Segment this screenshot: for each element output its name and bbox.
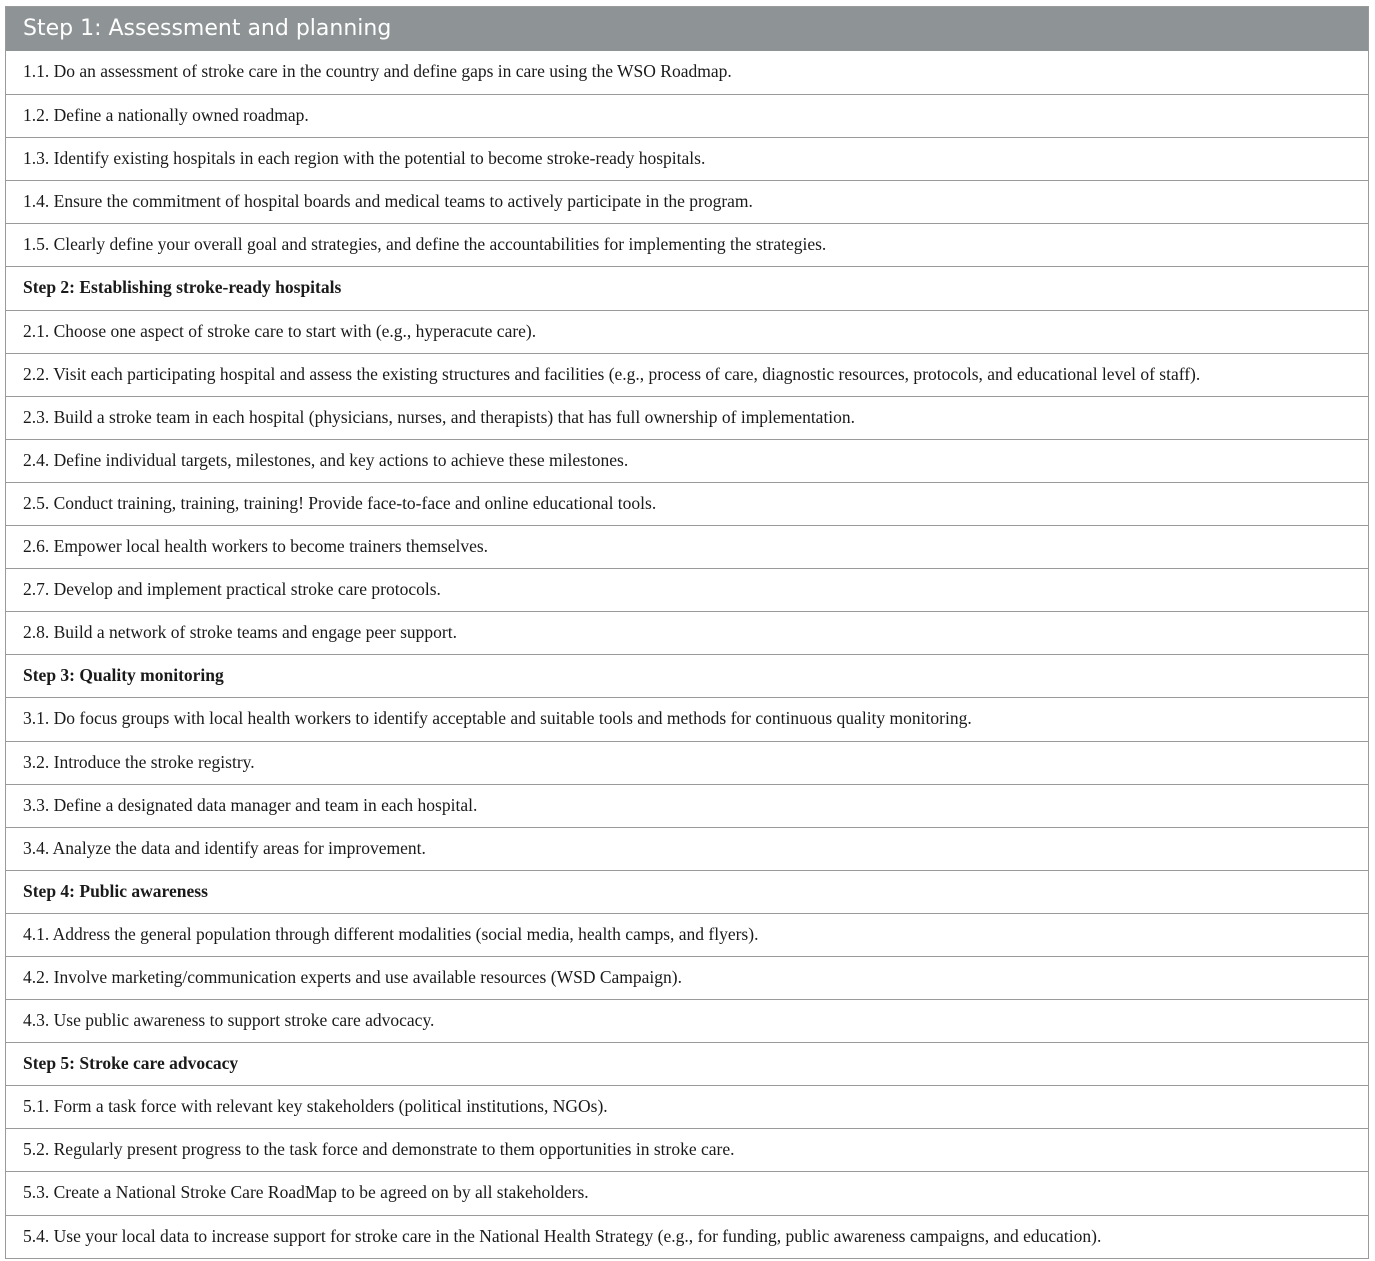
table-row: 2.2. Visit each participating hospital and assess the existing structures and facilities (e.g., process of care, diagnostic resources, protocols, and educational level of staff). [6,353,1368,396]
table-row: 5.1. Form a task force with relevant key stakeholders (political institutions, NGOs). [6,1085,1368,1128]
step-heading-row: Step 2: Establishing stroke-ready hospitals [6,266,1368,309]
table-row: 4.2. Involve marketing/communication experts and use available resources (WSD Campaign). [6,956,1368,999]
step-heading-row: Step 5: Stroke care advocacy [6,1042,1368,1085]
table-row: 2.6. Empower local health workers to become trainers themselves. [6,525,1368,568]
table-row: 3.4. Analyze the data and identify areas for improvement. [6,827,1368,870]
table-row: 5.2. Regularly present progress to the task force and demonstrate to them opportunities in stroke care. [6,1128,1368,1171]
step-heading-row: Step 4: Public awareness [6,870,1368,913]
table-row: 2.7. Develop and implement practical stroke care protocols. [6,568,1368,611]
table-row: 5.3. Create a National Stroke Care RoadMap to be agreed on by all stakeholders. [6,1171,1368,1214]
table-row: 1.5. Clearly define your overall goal and strategies, and define the accountabilities for implementing the strategies. [6,223,1368,266]
table-row: 1.1. Do an assessment of stroke care in the country and define gaps in care using the WSO Roadmap. [23,61,732,81]
step-heading-row: Step 3: Quality monitoring [6,654,1368,697]
table-row: 2.5. Conduct training, training, training! Provide face-to-face and online educational tools. [6,482,1368,525]
table-header: Step 1: Assessment and planning [6,7,1368,51]
table-row: 2.1. Choose one aspect of stroke care to start with (e.g., hyperacute care). [6,310,1368,353]
table-row: 3.2. Introduce the stroke registry. [6,741,1368,784]
steps-table [5,6,1369,1259]
table-row: 1.4. Ensure the commitment of hospital boards and medical teams to actively participate in the program. [6,180,1368,223]
table-row: 1.3. Identify existing hospitals in each region with the potential to become stroke-ready hospitals. [6,137,1368,180]
table-body [6,51,1368,1258]
table-row: 3.1. Do focus groups with local health workers to identify acceptable and suitable tools and methods for continuous quality monitoring. [6,697,1368,740]
table-row: 3.3. Define a designated data manager and team in each hospital. [6,784,1368,827]
table-row: 5.4. Use your local data to increase support for stroke care in the National Health Strategy (e.g., for funding, public awareness campaigns, and education). [6,1215,1368,1258]
table-row: 4.1. Address the general population through different modalities (social media, health camps, and flyers). [6,913,1368,956]
table-row: 4.3. Use public awareness to support stroke care advocacy. [6,999,1368,1042]
table-row: 2.8. Build a network of stroke teams and engage peer support. [6,611,1368,654]
table-row: 2.3. Build a stroke team in each hospital (physicians, nurses, and therapists) that has full ownership of implementation. [6,396,1368,439]
table-row: 2.4. Define individual targets, milestones, and key actions to achieve these milestones. [6,439,1368,482]
table-row: 1.2. Define a nationally owned roadmap. [6,94,1368,137]
